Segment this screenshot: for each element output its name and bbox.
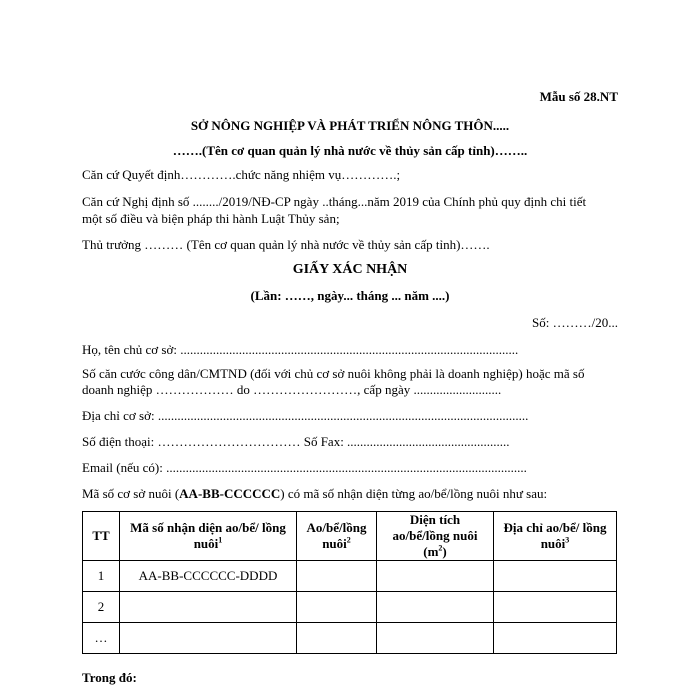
header-tt: TT	[83, 512, 120, 561]
agency-line: SỞ NÔNG NGHIỆP VÀ PHÁT TRIỂN NÔNG THÔN.....	[190, 118, 510, 133]
cell-pond-type	[297, 592, 377, 623]
header-id-code: Mã số nhận diện ao/bể/ lồng nuôi$^1$	[120, 512, 297, 561]
facility-code-prefix: Mã số cơ sở nuôi (	[82, 486, 180, 501]
cell-id-code: AA-BB-CCCCCC-DDDD	[120, 561, 297, 592]
basis-decree-line2: một số điều và biện pháp thi hành Luật Thủy sản;	[82, 211, 340, 226]
header-area: Diện tích ao/bể/lồng nuôi $(m^2)$	[377, 512, 494, 561]
trong-do-label: Trong đó:	[82, 670, 137, 685]
cell-pond-type	[297, 561, 377, 592]
table-row	[83, 592, 617, 623]
pond-registration-table	[82, 511, 617, 654]
header-address: Địa chỉ ao/bể/ lồng nuôi$^3$	[494, 512, 617, 561]
cell-address	[494, 592, 617, 623]
basis-decision: Căn cứ Quyết định………….chức năng nhiệm vụ………….;	[82, 167, 401, 182]
cell-address	[494, 623, 617, 654]
cell-area	[377, 623, 494, 654]
header-pond-type: Ao/bể/lồng nuôi$^2$	[297, 512, 377, 561]
cell-area	[377, 561, 494, 592]
facility-code-line	[82, 486, 547, 502]
document-number: Số: ………/20...	[532, 315, 618, 330]
table-row	[83, 623, 617, 654]
form-number: Mẫu số 28.NT	[539, 89, 618, 104]
cell-pond-type	[297, 623, 377, 654]
id-field-line2: doanh nghiệp ……………… do ……………………, cấp ngày ...........................	[82, 382, 502, 397]
cell-id-code	[120, 592, 297, 623]
facility-code-suffix: ) có mã số nhận diện từng ao/bể/lồng nuôi như sau:	[280, 486, 548, 501]
id-field-line1: Số căn cước công dân/CMTND (đối với chủ cơ sở nuôi không phải là doanh nghiệp) hoặc mã số	[82, 366, 585, 381]
cell-id-code	[120, 623, 297, 654]
head-of-agency-line: Thủ trưởng ……… (Tên cơ quan quản lý nhà nước về thủy sản cấp tỉnh)…….	[82, 237, 490, 252]
agency-subline: …….(Tên cơ quan quản lý nhà nước về thủy sản cấp tỉnh)……..	[172, 143, 528, 158]
cell-tt: 2	[83, 592, 120, 623]
cell-tt: …	[83, 623, 120, 654]
cell-area	[377, 592, 494, 623]
document-title: GIẤY XÁC NHẬN	[292, 262, 408, 277]
email-field: Email (nếu có): ...............................................................................................................	[82, 460, 527, 475]
phone-fax-field: Số điện thoại: …………………………… Số Fax: ..................................................	[82, 434, 510, 449]
owner-name-field: Họ, tên chủ cơ sở: ........................................................................................................	[82, 342, 519, 357]
table-row	[83, 561, 617, 592]
document-subtitle: (Lần: ……, ngày... tháng ... năm ....)	[250, 288, 450, 303]
table-header-row	[83, 512, 617, 561]
basis-decree-line1: Căn cứ Nghị định số ......../2019/NĐ-CP ngày ..tháng...năm 2019 của Chính phủ quy định chi tiết	[82, 194, 587, 209]
cell-address	[494, 561, 617, 592]
cell-tt: 1	[83, 561, 120, 592]
address-field: Địa chỉ cơ sở: ..................................................................................................................	[82, 408, 529, 423]
facility-code: AA-BB-CCCCCC	[179, 486, 281, 501]
